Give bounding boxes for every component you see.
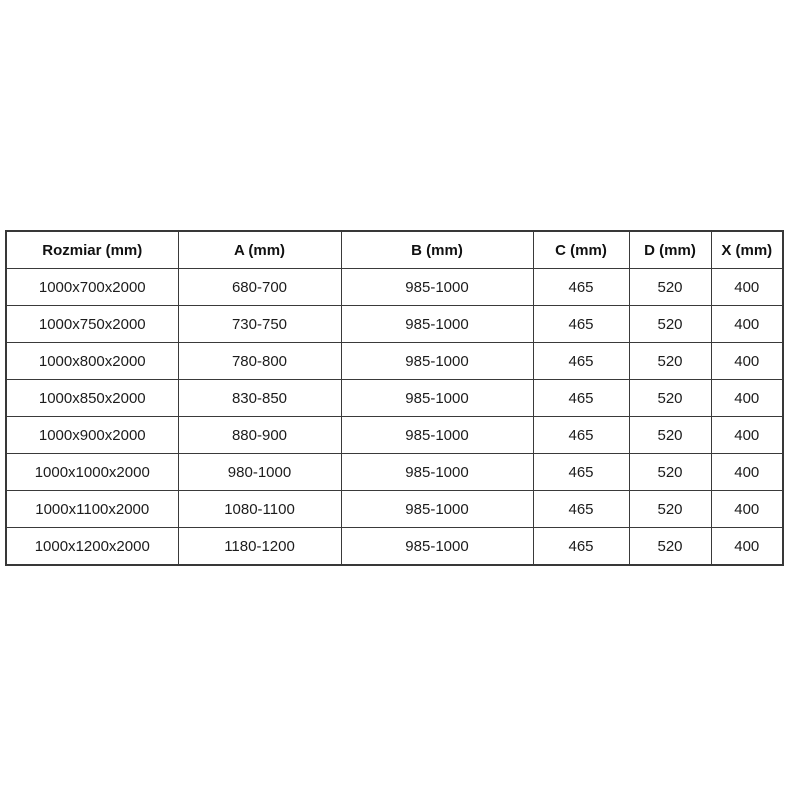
table-cell: 1000x800x2000 — [6, 343, 178, 380]
table-row — [6, 417, 783, 454]
table-cell: 880-900 — [178, 417, 341, 454]
table-row — [6, 306, 783, 343]
table-cell: 520 — [629, 269, 711, 306]
table-cell: 1000x750x2000 — [6, 306, 178, 343]
size-spec-table — [5, 230, 784, 566]
column-header-a: A (mm) — [178, 231, 341, 269]
table-cell: 985-1000 — [341, 269, 533, 306]
table-cell: 1080-1100 — [178, 491, 341, 528]
table-cell: 400 — [711, 491, 783, 528]
table-cell: 1000x850x2000 — [6, 380, 178, 417]
table-row — [6, 491, 783, 528]
column-header-b: B (mm) — [341, 231, 533, 269]
table-cell: 400 — [711, 417, 783, 454]
table-cell: 520 — [629, 306, 711, 343]
table-cell: 1000x900x2000 — [6, 417, 178, 454]
table-cell: 985-1000 — [341, 417, 533, 454]
table-cell: 680-700 — [178, 269, 341, 306]
table-row — [6, 380, 783, 417]
table-cell: 985-1000 — [341, 343, 533, 380]
table-cell: 520 — [629, 528, 711, 566]
table-cell: 400 — [711, 343, 783, 380]
table-cell: 985-1000 — [341, 306, 533, 343]
column-header-d: D (mm) — [629, 231, 711, 269]
table-cell: 985-1000 — [341, 491, 533, 528]
table-cell: 985-1000 — [341, 380, 533, 417]
table-cell: 465 — [533, 491, 629, 528]
table-cell: 830-850 — [178, 380, 341, 417]
table-cell: 730-750 — [178, 306, 341, 343]
table-body — [6, 269, 783, 566]
table-cell: 465 — [533, 269, 629, 306]
column-header-rozmiar: Rozmiar (mm) — [6, 231, 178, 269]
table-cell: 465 — [533, 306, 629, 343]
table-header — [6, 231, 783, 269]
table-cell: 520 — [629, 417, 711, 454]
table-cell: 400 — [711, 269, 783, 306]
table-cell: 520 — [629, 343, 711, 380]
table-cell: 1180-1200 — [178, 528, 341, 566]
table-cell: 400 — [711, 454, 783, 491]
table-cell: 985-1000 — [341, 454, 533, 491]
table-cell: 465 — [533, 380, 629, 417]
table-cell: 1000x1200x2000 — [6, 528, 178, 566]
table-cell: 1000x1100x2000 — [6, 491, 178, 528]
table-cell: 520 — [629, 454, 711, 491]
table-row — [6, 528, 783, 566]
table-cell: 465 — [533, 528, 629, 566]
table-cell: 520 — [629, 491, 711, 528]
table-cell: 980-1000 — [178, 454, 341, 491]
table-header-row — [6, 231, 783, 269]
table-cell: 400 — [711, 380, 783, 417]
table-cell: 465 — [533, 417, 629, 454]
table-cell: 520 — [629, 380, 711, 417]
table-cell: 465 — [533, 454, 629, 491]
column-header-c: C (mm) — [533, 231, 629, 269]
table-cell: 400 — [711, 528, 783, 566]
table-row — [6, 343, 783, 380]
table-cell: 780-800 — [178, 343, 341, 380]
table-row — [6, 454, 783, 491]
table-cell: 1000x700x2000 — [6, 269, 178, 306]
table-cell: 465 — [533, 343, 629, 380]
column-header-x: X (mm) — [711, 231, 783, 269]
table-cell: 985-1000 — [341, 528, 533, 566]
table-cell: 1000x1000x2000 — [6, 454, 178, 491]
table-cell: 400 — [711, 306, 783, 343]
table-row — [6, 269, 783, 306]
